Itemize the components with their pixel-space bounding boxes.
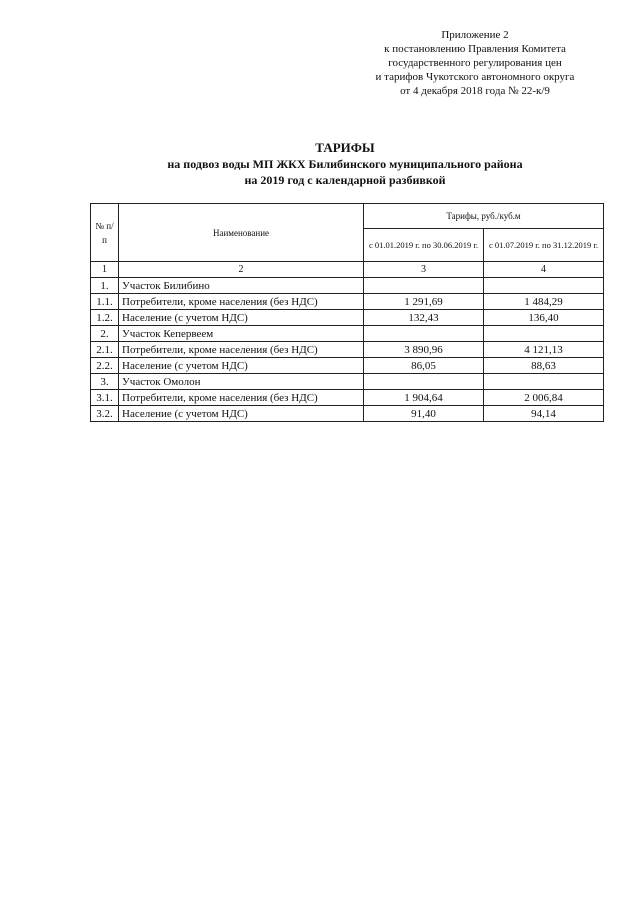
- table-row: [91, 294, 604, 310]
- tariff-value-h2: 88,63: [484, 358, 604, 374]
- tariff-value-h1: 1 904,64: [364, 390, 484, 406]
- appendix-header: [340, 28, 610, 98]
- row-name: Потребители, кроме населения (без НДС): [119, 390, 364, 406]
- table-row: [91, 358, 604, 374]
- title-subtitle: на 2019 год с календарной разбивкой: [244, 173, 446, 187]
- section-name: Участок Омолон: [119, 374, 364, 390]
- tariff-value-h1: 132,43: [364, 310, 484, 326]
- appendix-line: к постановлению Правления Комитета: [384, 43, 566, 55]
- row-name: Население (с учетом НДС): [119, 310, 364, 326]
- row-number: 3.1.: [91, 390, 119, 406]
- section-name: Участок Билибино: [119, 278, 364, 294]
- appendix-line: государственного регулирования цен: [388, 57, 562, 69]
- empty-cell: [364, 326, 484, 342]
- row-number: 2.2.: [91, 358, 119, 374]
- column-number: 3: [364, 262, 484, 278]
- tariff-value-h2: 1 484,29: [484, 294, 604, 310]
- empty-cell: [364, 278, 484, 294]
- row-name: Население (с учетом НДС): [119, 406, 364, 422]
- section-number: 1.: [91, 278, 119, 294]
- column-number-row: [91, 262, 604, 278]
- title-subtitle: на подвоз воды МП ЖКХ Билибинского муниципального района: [167, 157, 523, 171]
- tariff-value-h2: 2 006,84: [484, 390, 604, 406]
- tariffs-table: [90, 203, 604, 422]
- header-number: № п/п: [91, 204, 119, 262]
- table-header-row: [91, 204, 604, 229]
- appendix-line: и тарифов Чукотского автономного округа: [375, 71, 575, 83]
- tariff-value-h1: 3 890,96: [364, 342, 484, 358]
- header-tariffs: Тарифы, руб./куб.м: [364, 204, 604, 229]
- appendix-line: от 4 декабря 2018 года № 22-к/9: [400, 85, 550, 97]
- section-number: 2.: [91, 326, 119, 342]
- appendix-line: Приложение 2: [441, 29, 509, 41]
- row-name: Потребители, кроме населения (без НДС): [119, 294, 364, 310]
- tariff-value-h2: 4 121,13: [484, 342, 604, 358]
- table-row: [91, 406, 604, 422]
- table-row: [91, 390, 604, 406]
- row-name: Население (с учетом НДС): [119, 358, 364, 374]
- tariff-value-h1: 91,40: [364, 406, 484, 422]
- header-period-1: с 01.01.2019 г. по 30.06.2019 г.: [364, 229, 484, 262]
- row-number: 3.2.: [91, 406, 119, 422]
- table-row: [91, 342, 604, 358]
- row-name: Потребители, кроме населения (без НДС): [119, 342, 364, 358]
- document-title: [90, 140, 600, 188]
- section-number: 3.: [91, 374, 119, 390]
- title-main: ТАРИФЫ: [315, 140, 375, 155]
- empty-cell: [364, 374, 484, 390]
- empty-cell: [484, 374, 604, 390]
- row-number: 1.1.: [91, 294, 119, 310]
- row-number: 1.2.: [91, 310, 119, 326]
- tariff-value-h1: 86,05: [364, 358, 484, 374]
- empty-cell: [484, 278, 604, 294]
- section-row: [91, 374, 604, 390]
- column-number: 4: [484, 262, 604, 278]
- empty-cell: [484, 326, 604, 342]
- section-row: [91, 278, 604, 294]
- tariff-value-h2: 94,14: [484, 406, 604, 422]
- section-name: Участок Кепервеем: [119, 326, 364, 342]
- header-period-2: с 01.07.2019 г. по 31.12.2019 г.: [484, 229, 604, 262]
- tariff-value-h2: 136,40: [484, 310, 604, 326]
- section-row: [91, 326, 604, 342]
- column-number: 1: [91, 262, 119, 278]
- header-name: Наименование: [119, 204, 364, 262]
- tariff-value-h1: 1 291,69: [364, 294, 484, 310]
- column-number: 2: [119, 262, 364, 278]
- table-row: [91, 310, 604, 326]
- row-number: 2.1.: [91, 342, 119, 358]
